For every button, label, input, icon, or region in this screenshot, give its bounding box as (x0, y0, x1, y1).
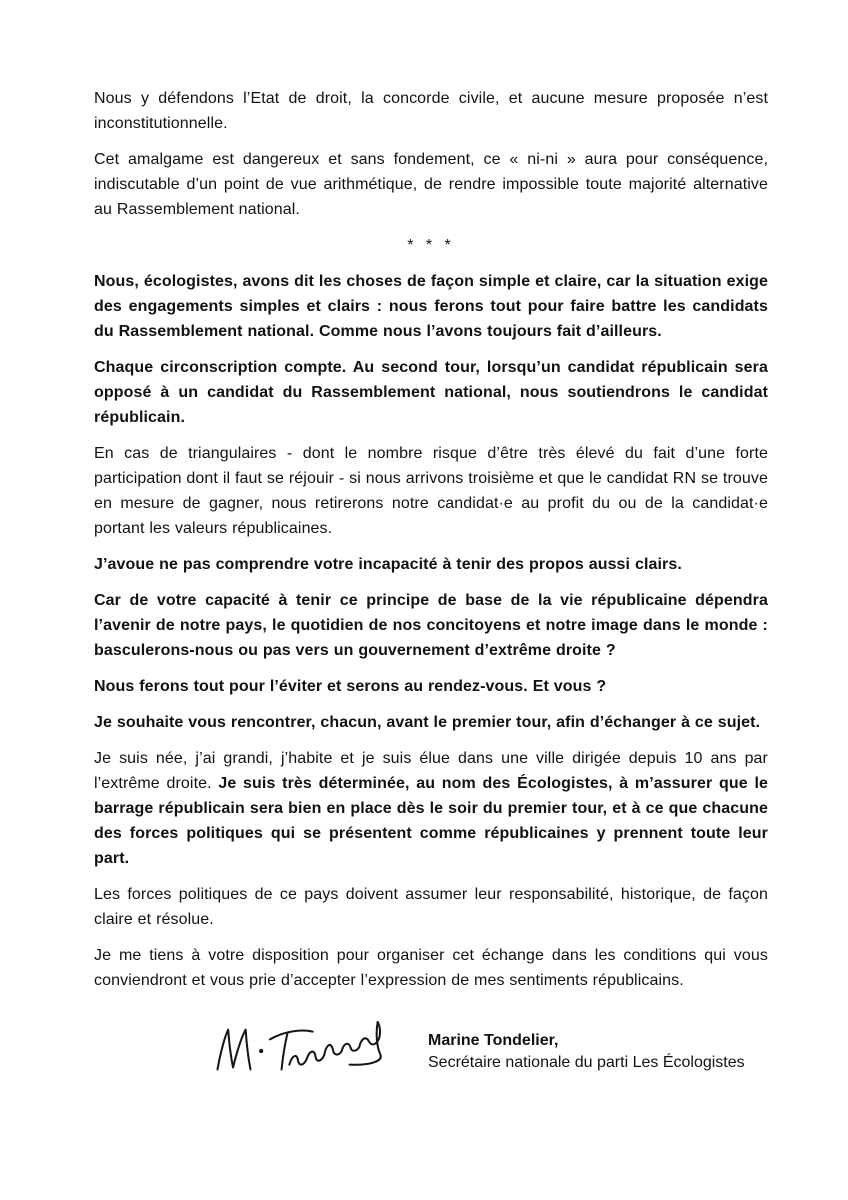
paragraph: Je souhaite vous rencontrer, chacun, avant le premier tour, afin d’échanger à ce sujet. (94, 714, 761, 731)
section-separator: * * * (407, 237, 455, 254)
letter-body (94, 86, 768, 1085)
paragraph-regular-part: Je suis née, j’ai grandi, j’habite et je suis élue dans une ville dirigée depuis 10 ans par l’extrême droite. (94, 750, 768, 792)
paragraph: Nous y défendons l’Etat de droit, la concorde civile, et aucune mesure proposée n’est inconstitutionnelle. (94, 90, 768, 132)
signatory-text (428, 1030, 745, 1074)
paragraph: Nous, écologistes, avons dit les choses de façon simple et claire, car la situation exige des engagements simples et clairs : nous ferons tout pour faire battre les candidats du Rassemblement national. Comme nous l’avons toujours fait d’ailleurs. (94, 273, 768, 340)
paragraph: Les forces politiques de ce pays doivent assumer leur responsabilité, historique, de façon claire et résolue. (94, 886, 768, 928)
paragraph: Car de votre capacité à tenir ce principe de base de la vie républicaine dépendra l’avenir de notre pays, le quotidien de nos concitoyens et notre image dans le monde : basculerons-nous ou pas vers un gouvernement d’extrême droite ? (94, 592, 768, 659)
signatory-name: Marine Tondelier, (428, 1032, 559, 1049)
paragraph: J’avoue ne pas comprendre votre incapacité à tenir des propos aussi clairs. (94, 556, 682, 573)
paragraph: Nous ferons tout pour l’éviter et serons au rendez-vous. Et vous ? (94, 678, 607, 695)
paragraph-bold-part: Je suis très déterminée, au nom des Écologistes, à m’assurer que le barrage républicain sera bien en place dès le soir du premier tour, et à ce que chacune des forces politiques qui se présentent comme républicaines y prennent toute leur part. (94, 775, 768, 867)
paragraph: Cet amalgame est dangereux et sans fondement, ce « ni-ni » aura pour conséquence, indiscutable d’un point de vue arithmétique, de rendre impossible toute majorité alternative au Rassemblement national. (94, 151, 768, 218)
paragraph: Chaque circonscription compte. Au second tour, lorsqu’un candidat républicain sera opposé à un candidat du Rassemblement national, nous soutiendrons le candidat républicain. (94, 359, 768, 426)
paragraph (94, 746, 768, 871)
paragraph: Je me tiens à votre disposition pour organiser cet échange dans les conditions qui vous conviendront et vous prie d’accepter l’expression de mes sentiments républicains. (94, 947, 768, 989)
handwritten-signature-image (206, 1019, 394, 1085)
signature-block (206, 1019, 768, 1085)
paragraph: En cas de triangulaires - dont le nombre risque d’être très élevé du fait d’une forte participation dont il faut se réjouir - si nous arrivons troisième et que le candidat RN se trouve en mesure de gagner, nous retirerons notre candidat·e au profit du ou de la candidat·e portant les valeurs républicaines. (94, 445, 768, 537)
signatory-title: Secrétaire nationale du parti Les Écologistes (428, 1054, 745, 1071)
